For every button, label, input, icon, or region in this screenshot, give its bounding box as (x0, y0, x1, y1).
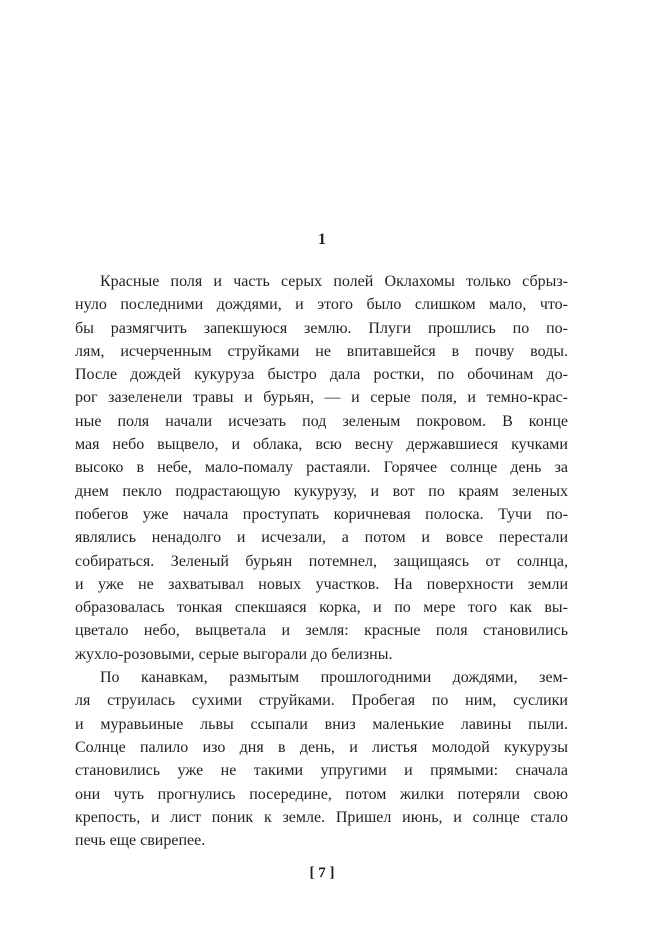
text-line: становились уже не такими упругими и прямыми: сначала (75, 762, 568, 780)
chapter-number: 1 (318, 231, 326, 248)
text-line: После дождей кукуруза быстро дала ростки, по обочинам до- (75, 366, 568, 384)
text-line: По канавкам, размытым прошлогодними дождями, зем- (100, 669, 568, 687)
text-line: крепость, и лист поник к земле. Пришел июнь, и солнце стало (75, 808, 568, 826)
text-line: печь еще свирепее. (75, 832, 206, 850)
text-line: Красные поля и часть серых полей Оклахомы только сбрыз- (100, 273, 568, 290)
text-line: рог зазеленели травы и бурьян, — и серые поля, и темно-крас- (75, 389, 568, 407)
text-line: мая небо выцвело, и облака, всю весну державшиеся кучками (75, 436, 568, 454)
text-line: образовалась тонкая спекшаяся корка, и по мере того как вы- (75, 599, 568, 617)
text-line: собираться. Зеленый бурьян потемнел, защищаясь от солнца, (75, 552, 568, 570)
page-number: [ 7 ] (309, 865, 335, 881)
text-line: ные поля начали исчезать под зеленым покровом. В конце (75, 412, 568, 430)
text-line: бы размягчить запекшуюся землю. Плуги прошлись по по- (75, 319, 568, 337)
body-text (75, 270, 568, 852)
text-line: и муравьиные львы ссыпали вниз маленькие лавины пыли. (75, 715, 568, 733)
text-line: лям, исчерченным струйками не впитавшейся в почву воды. (75, 342, 568, 360)
text-line: жухло-розовыми, серые выгорали до белизны. (75, 645, 393, 663)
text-line: высоко в небе, мало-помалу растаяли. Горячее солнце день за (75, 459, 568, 477)
text-line: нуло последними дождями, и этого было слишком мало, что- (75, 296, 568, 314)
text-line: и уже не захватывал новых участков. На поверхности земли (75, 575, 568, 593)
text-line: они чуть прогнулись посередине, потом жилки потеряли свою (75, 785, 568, 803)
text-line: Солнце палило изо дня в день, и листья молодой кукурузы (75, 738, 568, 756)
text-line: ля струилась сухими струйками. Пробегая по ним, суслики (75, 692, 568, 710)
text-line: днем пекло подрастающую кукурузу, и вот по краям зеленых (75, 482, 568, 500)
text-line: цветало небо, выцветала и земля: красные поля становились (75, 622, 568, 640)
paragraph-2 (75, 666, 568, 852)
paragraph-1 (75, 270, 568, 666)
text-line: являлись ненадолго и исчезали, а потом и вовсе перестали (75, 529, 568, 547)
text-line: побегов уже начала проступать коричневая полоска. Тучи по- (75, 505, 568, 523)
